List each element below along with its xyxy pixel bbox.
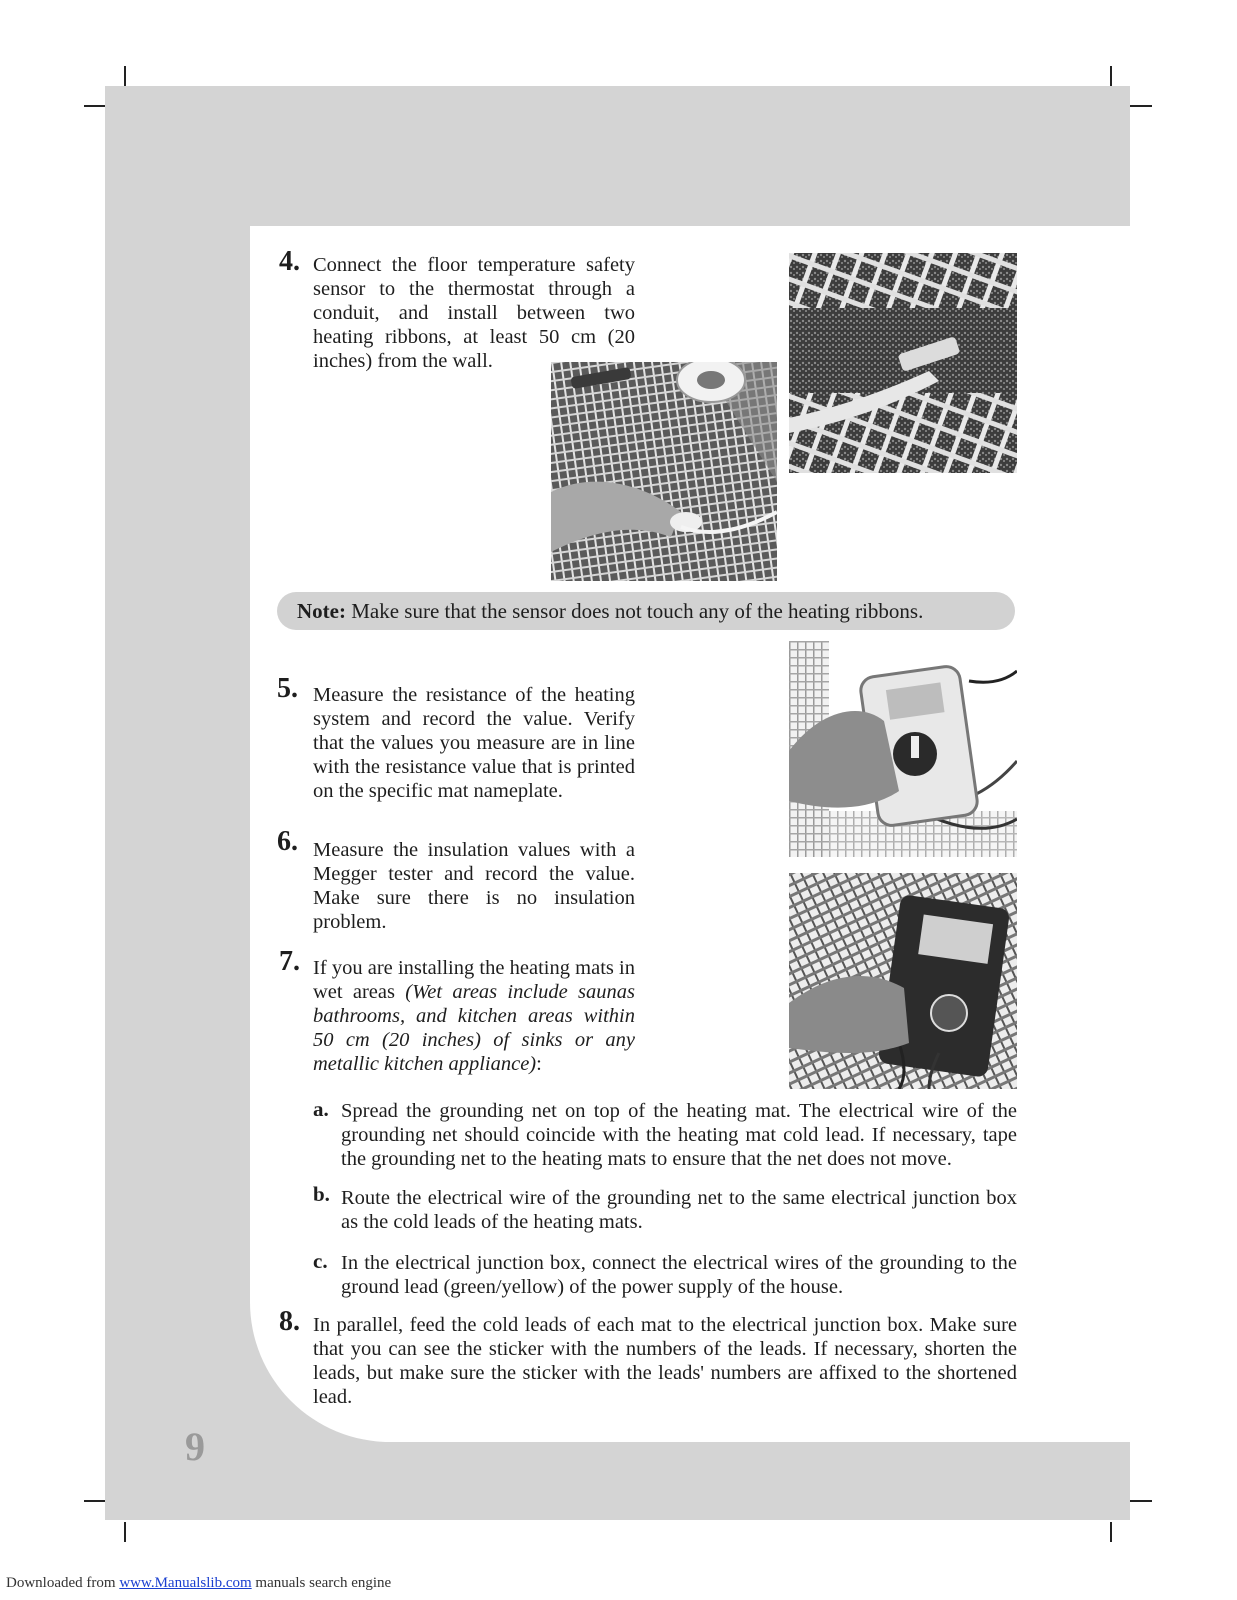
step-8-text: In parallel, feed the cold leads of each mat to the electrical junction box. Make sure that you can see the sticker with the numbers of the leads. If necessary, shorten the leads, but make sure the sticker with the leads' numbers are affixed to the shortened lead. [313,1314,1017,1408]
step-7-text-italic: (Wet areas include saunas bathrooms, and kitchen areas within 50 cm (20 inches) of sinks or any metallic kitchen appliance) [313,981,636,1075]
step-7a-text: Spread the grounding net on top of the heating mat. The electrical wire of the grounding net should coincide with the heating mat cold lead. If necessary, tape the grounding net to the heating mats to ensure that the net does not move. [341,1100,1017,1170]
crop-mark [1110,66,1112,86]
crop-mark [1130,105,1152,107]
step-4-text: Connect the floor temperature safety sensor to the thermostat through a conduit, and install between two heating ribbons, at least 50 cm (20 inches) from the wall. [313,254,635,372]
step-4-number: 4. [279,246,300,277]
sensor-install-photo [551,362,777,581]
footer-suffix: manuals search engine [251,1575,392,1591]
step-7b-text: Route the electrical wire of the grounding net to the same electrical junction box as the cold leads of the heating mats. [341,1187,1017,1233]
note-bar [277,592,1015,630]
step-6-number: 6. [277,826,298,857]
footer-prefix: Downloaded from [6,1575,120,1591]
crop-mark [124,66,126,86]
crop-mark [84,105,106,107]
crop-mark [84,1500,106,1502]
step-8-number: 8. [279,1306,300,1337]
note-text: Make sure that the sensor does not touch any of the heating ribbons. [351,599,924,623]
step-7b-letter: b. [313,1182,330,1206]
step-7-text-start: If you are installing the heating mats in wet areas [313,957,635,1003]
download-footer [6,1575,391,1592]
step-5-number: 5. [277,673,298,704]
page-number: 9 [185,1424,205,1469]
sensor-closeup-photo [789,253,1017,473]
crop-mark [1130,1500,1152,1502]
megger-tester-photo [789,873,1017,1089]
step-7c-letter: c. [313,1249,328,1273]
step-7-text-end: : [536,1053,542,1075]
step-7c-text: In the electrical junction box, connect the electrical wires of the grounding to the ground lead (green/yellow) of the power supply of the house. [341,1252,1017,1298]
step-6-text: Measure the insulation values with a Megger tester and record the value. Make sure there is no insulation problem. [313,839,635,933]
crop-mark [1110,1522,1112,1542]
step-7-number: 7. [279,946,300,977]
crop-mark [124,1522,126,1542]
note-label: Note: [297,599,346,623]
multimeter-photo [789,641,1017,857]
step-7-text [313,956,635,1076]
step-5-text: Measure the resistance of the heating system and record the value. Verify that the values you measure are in line with the resistance value that is printed on the specific mat nameplate. [313,684,635,802]
manualslib-link[interactable]: www.Manualslib.com [119,1575,252,1591]
step-7a-letter: a. [313,1097,329,1121]
